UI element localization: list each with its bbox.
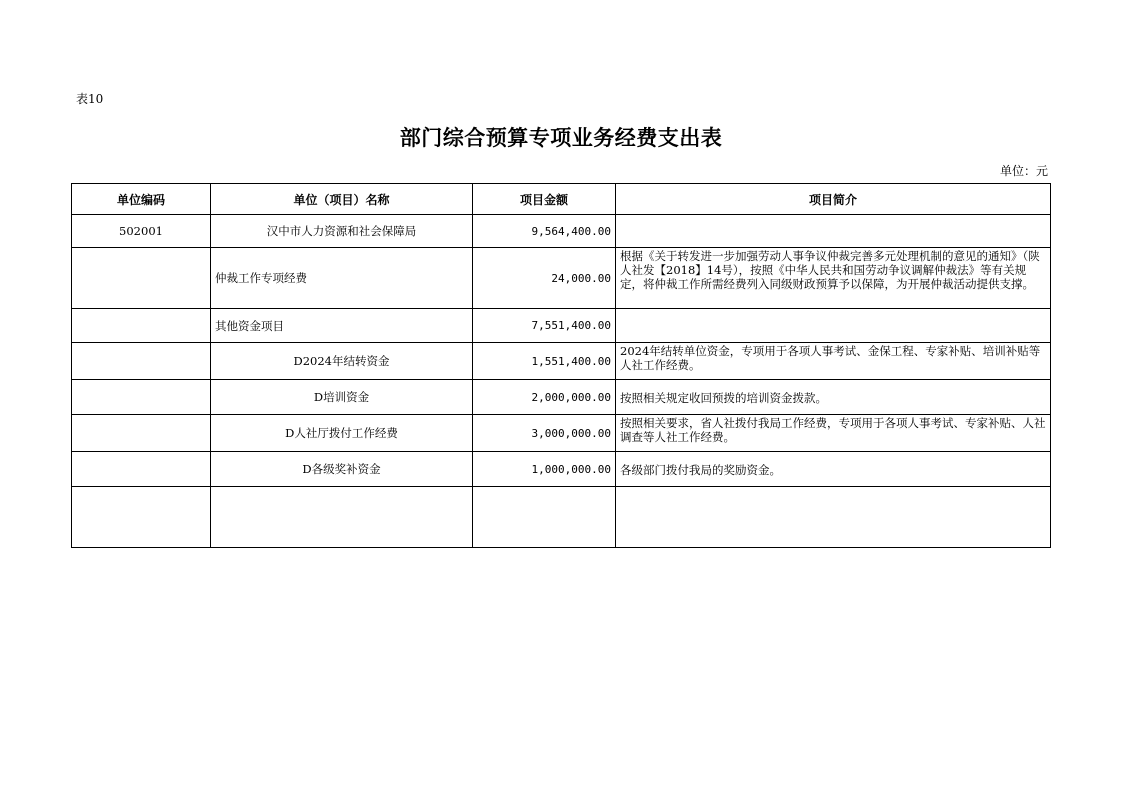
cell-code [72,487,211,548]
table-row [72,248,1051,309]
table-row [72,452,1051,487]
cell-code [72,343,211,380]
cell-desc: 2024年结转单位资金，专项用于各项人事考试、金保工程、专家补贴、培训补贴等人社工作经费。 [616,343,1051,380]
cell-desc: 根据《关于转发进一步加强劳动人事争议仲裁完善多元处理机制的意见的通知》（陕人社发【2018】14号），按照《中华人民共和国劳动争议调解仲裁法》等有关规定，将仲裁工作所需经费列入同级财政预算予以保障，为开展仲裁活动提供支撑。 [616,248,1051,309]
unit-label: 单位：元 [999,164,1048,178]
header-amount: 项目金额 [473,184,616,215]
expenditure-table [71,183,1051,548]
cell-desc: 按照相关要求，省人社拨付我局工作经费，专项用于各项人事考试、专家补贴、人社调查等人社工作经费。 [616,415,1051,452]
cell-name: D人社厅拨付工作经费 [211,415,473,452]
cell-desc: 按照相关规定收回预拨的培训资金拨款。 [616,380,1051,415]
cell-amount: 1,551,400.00 [473,343,616,380]
cell-name: 汉中市人力资源和社会保障局 [211,215,473,248]
cell-name: 其他资金项目 [211,309,473,343]
cell-desc: 各级部门拨付我局的奖励资金。 [616,452,1051,487]
cell-code [72,452,211,487]
table-row [72,215,1051,248]
table-row [72,380,1051,415]
cell-code [72,415,211,452]
table-row [72,309,1051,343]
cell-amount: 9,564,400.00 [473,215,616,248]
header-desc: 项目简介 [616,184,1051,215]
cell-desc [616,215,1051,248]
cell-code: 502001 [72,215,211,248]
page-title: 部门综合预算专项业务经费支出表 [399,125,723,150]
cell-name: D2024年结转资金 [211,343,473,380]
cell-name: D各级奖补资金 [211,452,473,487]
cell-name: 仲裁工作专项经费 [211,248,473,309]
table-row [72,487,1051,548]
table-header-row [72,184,1051,215]
cell-desc [616,309,1051,343]
table-row [72,343,1051,380]
cell-amount: 7,551,400.00 [473,309,616,343]
cell-name [211,487,473,548]
cell-amount: 1,000,000.00 [473,452,616,487]
table-number: 表10 [76,92,104,106]
header-name: 单位（项目）名称 [211,184,473,215]
cell-desc [616,487,1051,548]
cell-code [72,309,211,343]
cell-code [72,248,211,309]
cell-amount: 3,000,000.00 [473,415,616,452]
cell-amount: 24,000.00 [473,248,616,309]
cell-name: D培训资金 [211,380,473,415]
table-row [72,415,1051,452]
cell-amount: 2,000,000.00 [473,380,616,415]
cell-amount [473,487,616,548]
cell-code [72,380,211,415]
header-code: 单位编码 [72,184,211,215]
